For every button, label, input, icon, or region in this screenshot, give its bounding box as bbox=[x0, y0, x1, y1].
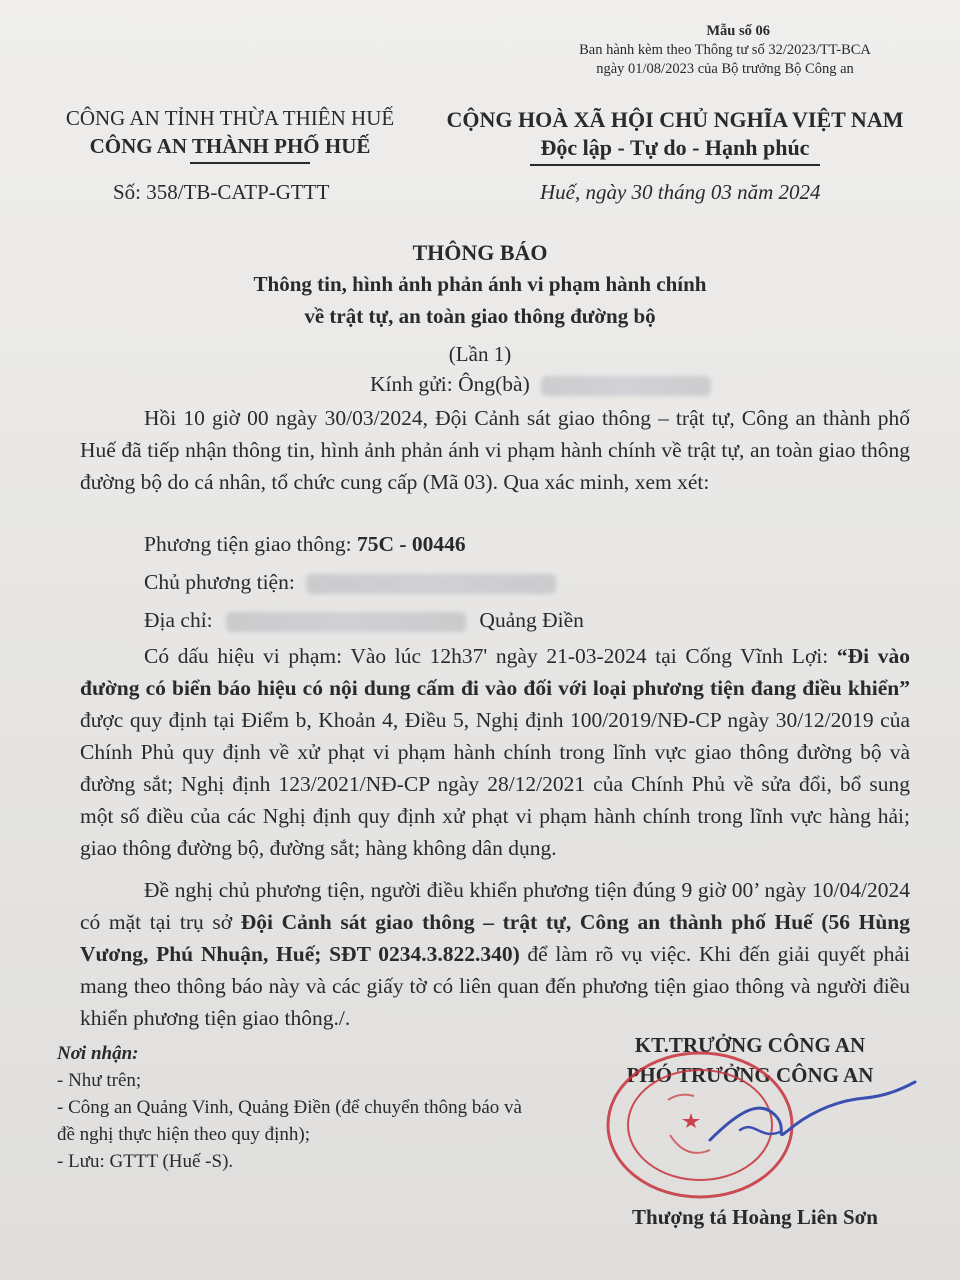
license-plate: 75C - 00446 bbox=[356, 532, 466, 556]
vehicle-line bbox=[144, 528, 466, 560]
redacted-owner bbox=[306, 574, 556, 594]
address-line bbox=[144, 604, 584, 636]
redacted-name bbox=[541, 376, 711, 396]
handwritten-signature bbox=[700, 1070, 920, 1160]
signer-name: Thượng tá Hoàng Liên Sơn bbox=[632, 1205, 878, 1229]
request-lead: Đề nghị chủ phương tiện, người điều khiển phương tiện đúng 9 giờ 00’ ngày 10/04/2024 có mặt tại trụ sở bbox=[80, 878, 910, 934]
address-district: Quảng Điền bbox=[479, 608, 584, 632]
nation-motto: Độc lập - Tự do - Hạnh phúc bbox=[540, 135, 810, 160]
violation-paragraph bbox=[80, 640, 910, 864]
document-subtitle-2: về trật tự, an toàn giao thông đường bộ bbox=[304, 304, 656, 328]
recipients-title: Nơi nhận: bbox=[57, 1043, 139, 1064]
owner-line bbox=[144, 566, 556, 598]
redacted-address bbox=[226, 612, 466, 632]
signature-line-1: KT.TRƯỞNG CÔNG AN bbox=[634, 1033, 866, 1057]
document-subtitle-1: Thông tin, hình ảnh phản ánh vi phạm hành chính bbox=[253, 272, 707, 296]
request-paragraph bbox=[80, 874, 910, 1034]
request-place: Đội Cảnh sát giao thông – trật tự, Công an thành phố Huế (56 Hùng Vương, Phú Nhuận, Huế; SĐT 0234.3.822.340) bbox=[80, 910, 910, 966]
vehicle-label: Phương tiện giao thông: bbox=[144, 532, 357, 556]
form-reference bbox=[560, 22, 890, 79]
recipient-item: - Công an Quảng Vinh, Quảng Điền (để chuyển thông báo và đề nghị thực hiện theo quy định); bbox=[57, 1097, 522, 1145]
document-number: Số: 358/TB-CATP-GTTT bbox=[113, 180, 330, 204]
notice-count: (Lần 1) bbox=[448, 342, 512, 366]
signature-line-2: PHÓ TRƯỞNG CÔNG AN bbox=[626, 1063, 874, 1087]
violation-lead: Có dấu hiệu vi phạm: Vào lúc 12h37' ngày 21-03-2024 tại Cống Vĩnh Lợi: bbox=[144, 644, 837, 668]
form-issued-line: Ban hành kèm theo Thông tư số 32/2023/TT-BCA bbox=[579, 42, 871, 58]
date-line: Huế, ngày 30 tháng 03 năm 2024 bbox=[540, 180, 821, 204]
violation-description: “Đi vào đường có biển báo hiệu có nội dung cấm đi vào đối với loại phương tiện đang điều khiển” bbox=[80, 644, 911, 700]
stamp-star-icon bbox=[682, 1113, 700, 1128]
intro-paragraph: Hồi 10 giờ 00 ngày 30/03/2024, Đội Cảnh sát giao thông – trật tự, Công an thành phố Huế đã tiếp nhận thông tin, hình ảnh phản ánh vi phạm hành chính về trật tự, an toàn giao thông đường bộ do cá nhân, tổ chức cung cấp (Mã 03). Qua xác minh, xem xét: bbox=[80, 406, 910, 494]
motto-underline bbox=[530, 164, 820, 166]
address-label: Địa chỉ: bbox=[144, 608, 213, 632]
form-date-line: ngày 01/08/2023 của Bộ trưởng Bộ Công an bbox=[596, 61, 854, 77]
recipient-item: - Như trên; bbox=[57, 1070, 142, 1091]
agency-underline bbox=[190, 162, 310, 164]
salutation bbox=[370, 368, 711, 400]
document-title: THÔNG BÁO bbox=[412, 240, 548, 265]
recipient-item: - Lưu: GTTT (Huế -S). bbox=[57, 1151, 234, 1172]
recipients-block bbox=[57, 1040, 527, 1175]
request-rest: để làm rõ vụ việc. Khi đến giải quyết phải mang theo thông báo này và các giấy tờ có liên quan đến phương tiện giao thông và người điều khiển phương tiện giao thông./. bbox=[80, 942, 910, 1030]
parent-agency: CÔNG AN TỈNH THỪA THIÊN HUẾ bbox=[65, 106, 395, 130]
agency-name: CÔNG AN THÀNH PHỐ HUẾ bbox=[89, 134, 371, 158]
issuing-agency bbox=[40, 104, 420, 164]
national-header bbox=[430, 106, 920, 166]
form-number: Mẫu số 06 bbox=[706, 23, 770, 39]
nation-name: CỘNG HOÀ XÃ HỘI CHỦ NGHĨA VIỆT NAM bbox=[446, 107, 904, 132]
violation-legal-basis: được quy định tại Điểm b, Khoản 4, Điều 5, Nghị định 100/2019/NĐ-CP ngày 30/12/2019 của Chính Phủ quy định về xử phạt vi phạm hành chính trong lĩnh vực giao thông đường bộ và đường sắt; Nghị định 123/2021/NĐ-CP ngày 28/12/2021 của Chính Phủ về sửa đổi, bổ sung một số điều của các Nghị định quy định xử phạt vi phạm hành chính trong lĩnh vực hàng hải; giao thông đường bộ, đường sắt; hàng không dân dụng. bbox=[80, 708, 910, 860]
owner-label: Chủ phương tiện: bbox=[144, 570, 295, 594]
salutation-label: Kính gửi: Ông(bà) bbox=[370, 372, 530, 396]
